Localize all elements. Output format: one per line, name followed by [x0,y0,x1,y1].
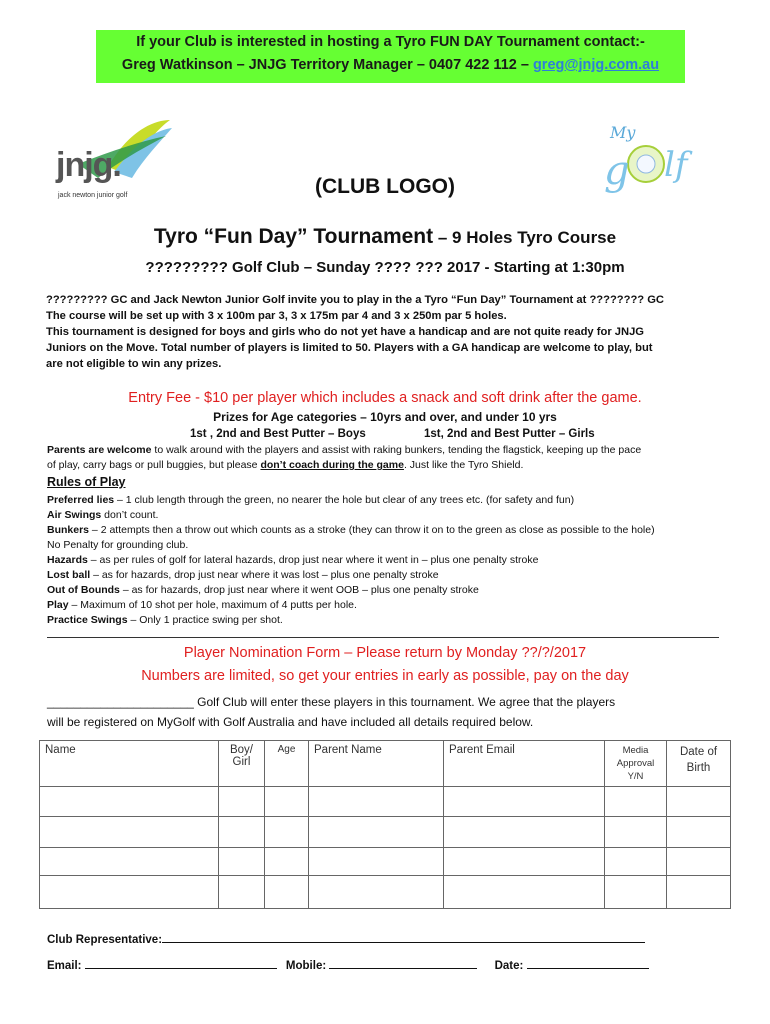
cell[interactable] [40,817,219,848]
rules-list [47,493,747,628]
nomination-line-1 [47,692,747,712]
intro-paragraph [46,292,736,372]
cell[interactable] [667,787,731,817]
rule-item [47,583,747,598]
cell[interactable] [667,848,731,876]
cell[interactable] [219,876,265,909]
intro-line: Juniors on the Move. Total number of players is limited to 50. Players with a GA handicap are welcome to play, but [46,342,653,354]
rule-text: – as for hazards, drop just near where it went OOB – plus one penalty stroke [119,584,479,596]
cell[interactable] [219,787,265,817]
col-boy-girl [219,741,265,787]
nomination-text-1: Golf Club will enter these players in this tournament. We agree that the players [193,695,616,709]
intro-line: The course will be set up with 3 x 100m par 3, 3 x 175m par 4 and 3 x 250m par 5 holes. [46,310,507,322]
parents-text-2: of play, carry bags or pull buggies, but please [47,459,261,471]
title-suffix: – 9 Holes Tyro Course [433,228,617,247]
cell[interactable] [309,876,444,909]
parents-line-2 [47,458,747,473]
contact-banner [96,30,685,83]
cell[interactable] [219,817,265,848]
parents-bold: Parents are welcome [47,444,152,456]
cell[interactable] [40,787,219,817]
club-name-blank[interactable]: ______________________ [47,695,194,709]
rule-text: – as for hazards, drop just near where it was lost – plus one penalty stroke [90,569,439,581]
parents-paragraph [47,443,747,473]
cell[interactable] [605,848,667,876]
cell[interactable] [309,848,444,876]
col-dob [667,741,731,787]
rule-item [47,553,747,568]
page-title [0,225,770,249]
rule-item [47,568,747,583]
date-line[interactable] [527,968,649,969]
rule-term: Practice Swings [47,614,128,626]
col-media-line: Y/N [627,771,644,782]
table-row[interactable] [40,817,731,848]
rule-term: Out of Bounds [47,584,120,596]
nomination-line-2: will be registered on MyGolf with Golf Australia and have included all details required below. [47,715,534,729]
cell[interactable] [309,817,444,848]
cell[interactable] [219,848,265,876]
divider [47,637,719,638]
cell[interactable] [265,876,309,909]
rule-text: – 1 club length through the green, no nearer the hole but clear of any trees etc. (for safety and fun) [114,494,575,506]
club-rep-label: Club Representative: [47,934,163,946]
prizes-girls: 1st, 2nd and Best Putter – Girls [424,428,595,440]
rule-text: – 2 attempts then a throw out which counts as a stroke (they can throw it on to the green as close as possible to the hole) [89,524,655,536]
cell[interactable] [265,787,309,817]
table-row[interactable] [40,876,731,909]
parents-underline: don’t coach during the game [260,459,404,471]
rule-text: – Maximum of 10 shot per hole, maximum of 4 putts per hole. [68,599,357,611]
cell[interactable] [444,876,605,909]
prizes-heading: Prizes for Age categories – 10yrs and over, and under 10 yrs [213,410,557,424]
cell[interactable] [667,817,731,848]
email-label: Email: [47,960,85,972]
table-row[interactable] [40,848,731,876]
rule-text: – Only 1 practice swing per shot. [127,614,283,626]
rule-item [47,613,747,628]
cell[interactable] [444,848,605,876]
nomination-subheading: Numbers are limited, so get your entries in early as possible, pay on the day [141,668,629,684]
rule-item [47,598,747,613]
col-boy-girl-line: Girl [232,756,251,768]
cell[interactable] [605,787,667,817]
cell[interactable] [444,817,605,848]
mobile-label: Mobile: [285,960,330,972]
rule-item [47,493,747,508]
rule-text: – as per rules of golf for lateral hazards, drop just near where it went in – plus one penalty stroke [87,554,539,566]
jnjg-tagline: jack newton junior golf [58,192,128,199]
banner-line-2 [96,57,685,73]
rule-item [47,538,747,553]
club-rep-line[interactable] [162,942,645,943]
cell[interactable] [40,848,219,876]
cell[interactable] [444,787,605,817]
rule-term: Play [47,599,69,611]
date-label: Date: [494,960,527,972]
col-media-line: Approval [616,758,655,769]
rule-term: Air Swings [47,509,102,521]
title-main: Tyro “Fun Day” Tournament [153,225,434,248]
intro-line: ????????? GC and Jack Newton Junior Golf invite you to play in the a Tyro “Fun Day” Tournament at ???????? GC [46,294,665,306]
rule-item [47,508,747,523]
rule-text: don’t count. [101,509,159,521]
col-name: Name [40,741,219,787]
event-details: ????????? Golf Club – Sunday ???? ??? 2017 - Starting at 1:30pm [145,259,625,276]
club-logo-placeholder: (CLUB LOGO) [315,175,455,198]
banner-contact-text: Greg Watkinson – JNJG Territory Manager – 0407 422 112 – [121,57,533,73]
rules-heading: Rules of Play [47,475,126,489]
rule-term: Preferred lies [47,494,115,506]
rule-term: Hazards [47,554,88,566]
club-rep-field[interactable] [47,934,645,946]
prizes-boys: 1st , 2nd and Best Putter – Boys [190,428,366,440]
table-header-row [40,741,731,787]
nomination-heading: Player Nomination Form – Please return by Monday ??/?/2017 [183,645,587,661]
nomination-table [39,740,731,909]
parents-line-1 [47,443,747,458]
svg-text:g: g [604,148,630,194]
cell[interactable] [265,817,309,848]
svg-text:lf: lf [664,145,688,185]
contact-email-link[interactable]: greg@jnjg.com.au [532,57,660,73]
rule-text: No Penalty for grounding club. [47,539,189,551]
cell[interactable] [309,787,444,817]
col-age: Age [265,741,309,787]
rule-item [47,523,747,538]
nomination-statement [47,692,747,732]
banner-line-1: If your Club is interested in hosting a Tyro FUN DAY Tournament contact:- [136,34,645,50]
cell[interactable] [667,876,731,909]
email-line[interactable] [85,968,277,969]
cell[interactable] [605,817,667,848]
parents-text-1: to walk around with the players and assist with raking bunkers, tending the flagstick, keeping up the pace [151,444,642,456]
intro-line: This tournament is designed for boys and girls who do not yet have a handicap and are not quite ready for JNJG [46,326,645,338]
col-boy-girl-line: Boy/ [229,744,253,756]
rule-term: Bunkers [47,524,90,536]
col-media-approval [605,741,667,787]
col-parent-name: Parent Name [309,741,444,787]
col-dob-line: Birth [686,762,711,774]
rule-term: Lost ball [47,569,91,581]
intro-line: are not eligible to win any prizes. [46,358,222,370]
col-parent-email: Parent Email [444,741,605,787]
entry-fee: Entry Fee - $10 per player which includes a snack and soft drink after the game. [128,390,642,406]
table-row[interactable] [40,787,731,817]
col-dob-line: Date of [679,746,718,758]
cell[interactable] [605,876,667,909]
contact-fields [47,960,649,972]
cell[interactable] [40,876,219,909]
svg-text:My: My [610,123,636,142]
col-media-line: Media [622,745,649,756]
mobile-line[interactable] [329,968,477,969]
parents-text-3: . Just like the Tyro Shield. [403,459,524,471]
jnjg-wordmark: jnjg. [56,146,121,184]
cell[interactable] [265,848,309,876]
